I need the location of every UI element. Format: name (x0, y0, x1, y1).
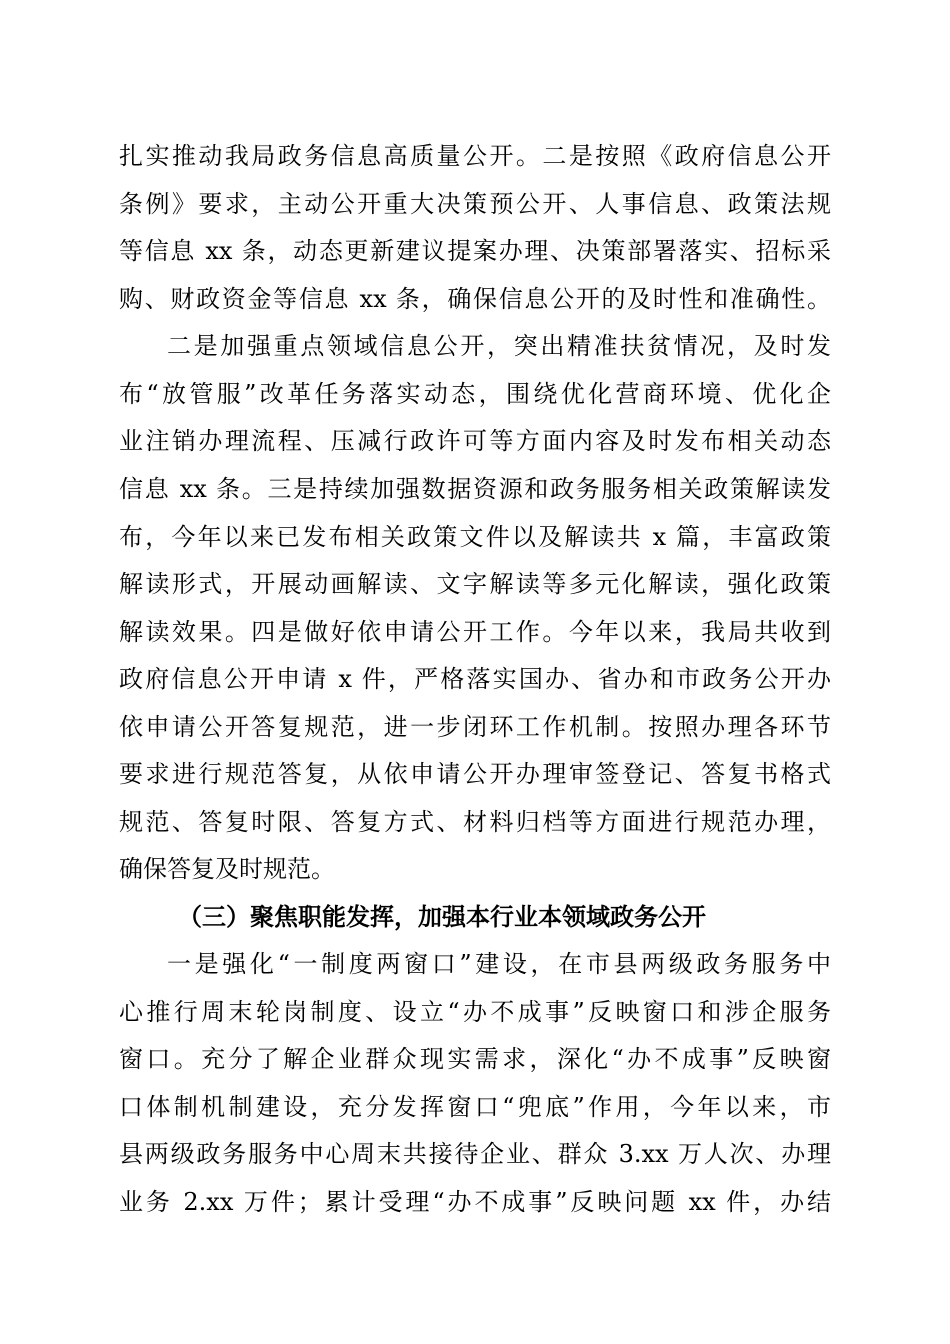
section-heading: （三）聚焦职能发挥，加强本行业本领域政务公开 (178, 903, 706, 931)
paragraph2-line-5: 县两级政务服务中心周末共接待企业、群众 3.xx 万人次、办理 (119, 1140, 831, 1168)
paragraph1-line-13: 依申请公开答复规范，进一步闭环工作机制。按照办理各环节 (119, 713, 831, 741)
paragraph1-line-1: 扎实推动我局政务信息高质量公开。二是按照《政府信息公开 (119, 142, 831, 170)
paragraph1-line-4: 购、财政资金等信息 xx 条，确保信息公开的及时性和准确性。 (119, 285, 831, 313)
paragraph2-line-4: 口体制机制建设，充分发挥窗口“兜底”作用，今年以来，市 (119, 1093, 831, 1121)
paragraph1-line-11: 解读效果。四是做好依申请公开工作。今年以来，我局共收到 (119, 618, 831, 646)
paragraph1-line-5: 二是加强重点领域信息公开，突出精准扶贫情况，及时发 (167, 332, 831, 360)
paragraph1-line-2: 条例》要求，主动公开重大决策预公开、人事信息、政策法规 (119, 190, 831, 218)
paragraph2-line-3: 窗口。充分了解企业群众现实需求，深化“办不成事”反映窗 (119, 1045, 831, 1073)
paragraph1-line-8: 信息 xx 条。三是持续加强数据资源和政务服务相关政策解读发 (119, 475, 831, 503)
paragraph1-line-15: 规范、答复时限、答复方式、材料归档等方面进行规范办理， (119, 808, 831, 836)
paragraph2-line-6: 业务 2.xx 万件；累计受理“办不成事”反映问题 xx 件，办结 (119, 1188, 831, 1216)
paragraph2-line-2: 心推行周末轮岗制度、设立“办不成事”反映窗口和涉企服务 (119, 998, 831, 1026)
paragraph1-line-7: 业注销办理流程、压减行政许可等方面内容及时发布相关动态 (119, 427, 831, 455)
paragraph1-line-10: 解读形式，开展动画解读、文字解读等多元化解读，强化政策 (119, 570, 831, 598)
paragraph1-line-9: 布，今年以来已发布相关政策文件以及解读共 x 篇，丰富政策 (119, 523, 831, 551)
paragraph1-line-16: 确保答复及时规范。 (119, 855, 335, 883)
paragraph2-line-1: 一是强化“一制度两窗口”建设，在市县两级政务服务中 (167, 950, 831, 978)
paragraph1-line-3: 等信息 xx 条，动态更新建议提案办理、决策部署落实、招标采 (119, 237, 831, 265)
paragraph1-line-14: 要求进行规范答复，从依申请公开办理审签登记、答复书格式 (119, 760, 831, 788)
paragraph1-line-6: 布“放管服”改革任务落实动态，围绕优化营商环境、优化企 (119, 380, 831, 408)
paragraph1-line-12: 政府信息公开申请 x 件，严格落实国办、省办和市政务公开办 (119, 665, 831, 693)
